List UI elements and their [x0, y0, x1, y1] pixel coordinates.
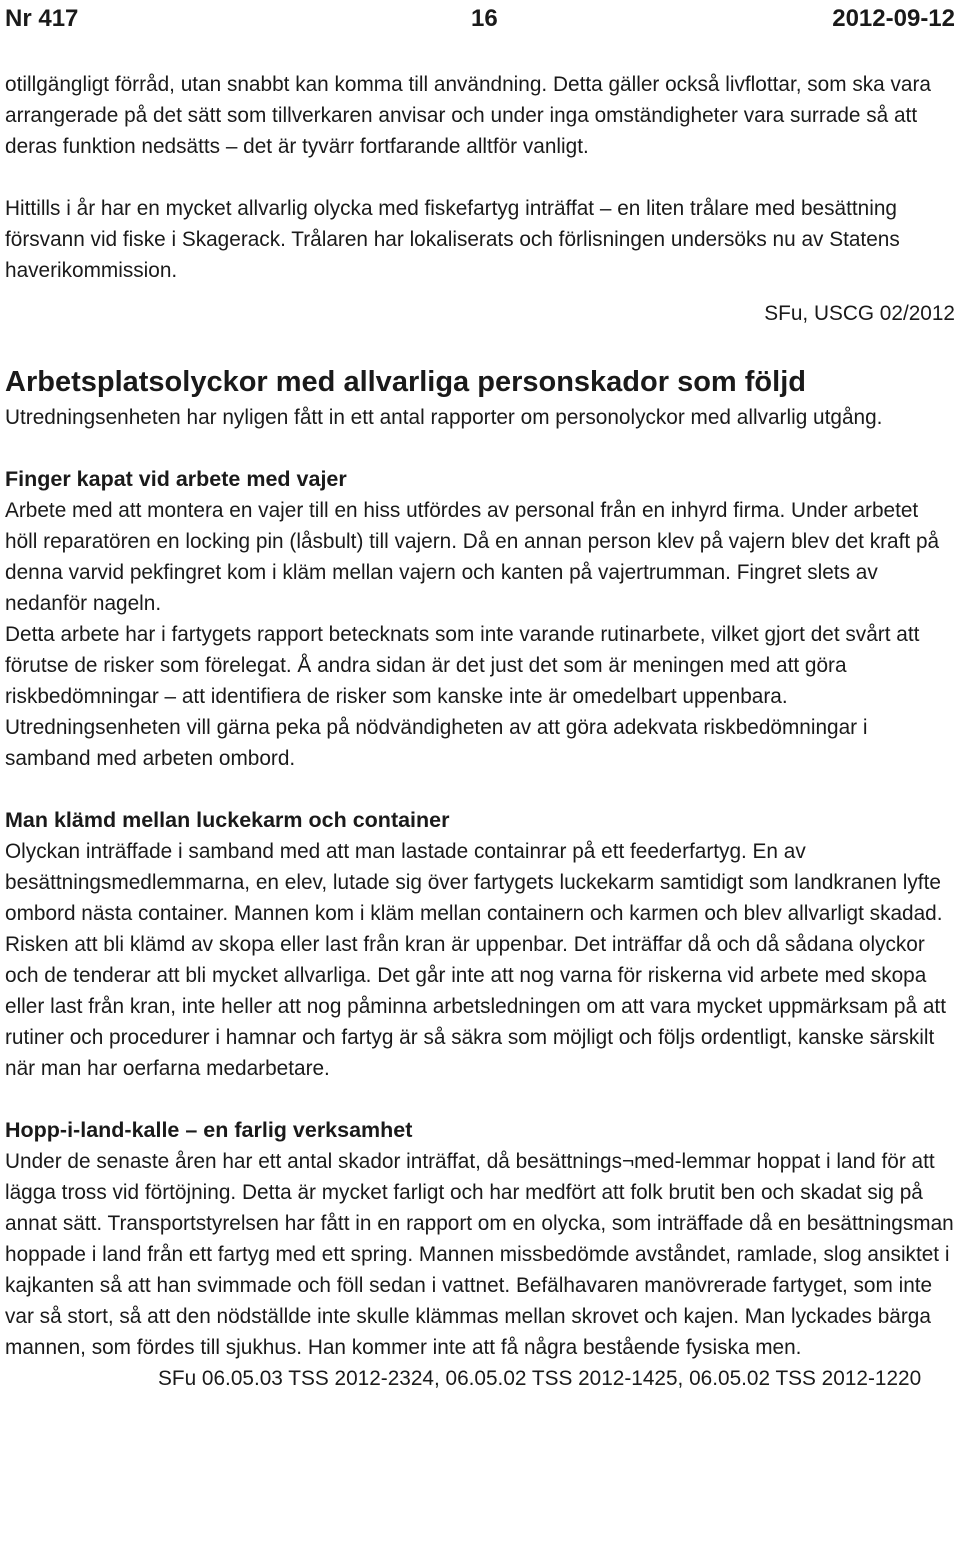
article-heading: Finger kapat vid arbete med vajer — [5, 467, 347, 491]
page-header — [5, 2, 955, 36]
article-paragraph: Olyckan inträffade i samband med att man lastade containrar på ett feederfartyg. En av besättningsmedlemmarna, en elev, lutade sig över fartygets luckekarm samtidigt som landkranen lyfte ombord nästa container. Mannen kom i kläm mellan containern och karmen och blev allvarligt skadad. Risken att bli klämd av skopa eller last från kran är uppenbar. Det inträffar då och då sådana olyckor och de tenderar att bli mycket allvarliga. Det går inte att nog varna för riskerna vid arbete med skopa eller last från kran, inte heller att nog påminna arbetsledningen om att vara mycket uppmärksam på att rutiner och procedurer i hamnar och fartyg är så säkra som möjligt och följs ordentligt, kanske särskilt när man har oerfarna medarbetare. — [5, 840, 946, 1080]
intro-paragraph-1: otillgängligt förråd, utan snabbt kan komma till användning. Detta gäller också livflottar, som ska vara arrangerade på det sätt som tillverkaren anvisar och under inga omständigheter vara surrade så att deras funktion nedsätts – det är tyvärr fortfarande alltför vanligt. — [5, 73, 931, 158]
article-paragraph: Under de senaste åren har ett antal skador inträffat, då besättnings¬med-lemmar hoppat i land för att lägga tross vid förtöjning. Detta är mycket farligt och har medfört att folk brutit ben och skadat sig på annat sätt. Transportstyrelsen har fått in en rapport om en olycka, som inträffade då en besättningsman hoppade i land från ett fartyg med ett spring. Mannen missbedömde avståndet, ramlade, slog ansiktet i kajkanten så att han svimmade och föll sedan i vattnet. Befälhavaren manövrerade fartyget, som inte var så stort, så att den nödställde inte skulle klämmas mellan skrovet och kajen. Man lyckades bärga mannen, som fördes till sjukhus. Han kommer inte att få några bestående fysiska men. — [5, 1150, 954, 1359]
issue-number: Nr 417 — [5, 5, 79, 32]
section-title: Arbetsplatsolyckor med allvarliga personskador som följd — [5, 366, 806, 398]
article-heading: Man klämd mellan luckekarm och container — [5, 808, 450, 832]
article-paragraph: Arbete med att montera en vajer till en hiss utfördes av personal från en inhyrd firma. Under arbetet höll reparatören en locking pin (låsbult) till vajern. Då en annan person klev på vajern blev det kraft på denna varvid pekfingret kom i kläm mellan vajern och kanten på vajertrumman. Fingret slets av nedanför nageln. — [5, 499, 940, 615]
footer-sources: SFu 06.05.03 TSS 2012-2324, 06.05.02 TSS 2012-1425, 06.05.02 TSS 2012-1220 — [158, 1367, 922, 1390]
intro-paragraph-2: Hittills i år har en mycket allvarlig olycka med fiskefartyg inträffat – en liten trålare med besättning försvann vid fiske i Skagerack. Trålaren har lokaliserats och förlisningen undersöks nu av Statens haverikommission. — [5, 197, 900, 282]
section-lead: Utredningsenheten har nyligen fått in ett antal rapporter om personolyckor med allvarlig utgång. — [5, 406, 883, 429]
page-number: 16 — [471, 5, 498, 32]
article-heading: Hopp-i-land-kalle – en farlig verksamhet — [5, 1118, 413, 1142]
page-content — [5, 69, 955, 1394]
intro-source: SFu, USCG 02/2012 — [764, 302, 955, 325]
issue-date: 2012-09-12 — [832, 5, 955, 32]
article-paragraph: Detta arbete har i fartygets rapport betecknats som inte varande rutinarbete, vilket gjort det svårt att förutse de risker som förelegat. Å andra sidan är det just det som är meningen med att göra riskbedömningar – att identifiera de risker som kanske inte är omedelbart uppenbara. Utredningsenheten vill gärna peka på nödvändigheten av att göra adekvata riskbedömningar i samband med arbeten ombord. — [5, 623, 920, 770]
